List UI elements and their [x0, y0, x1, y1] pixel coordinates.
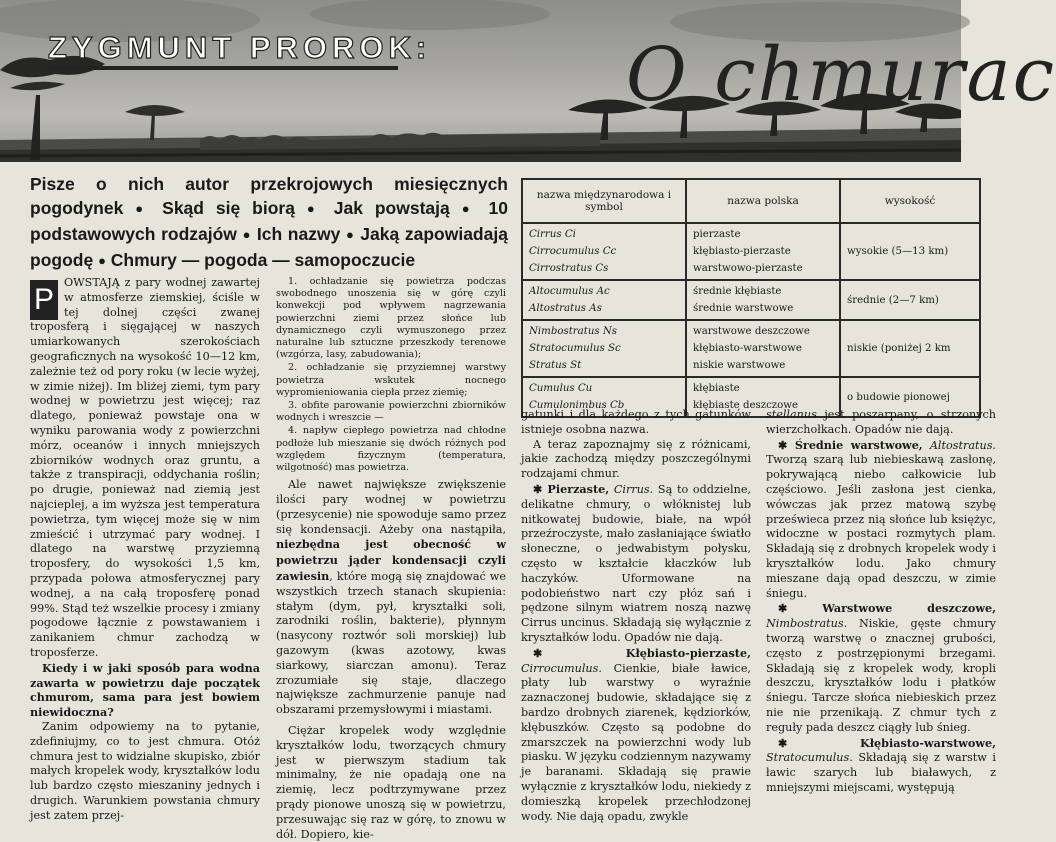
column-header: wysokość: [840, 179, 980, 223]
bullet-icon: ●: [98, 253, 106, 268]
lead-item: Ich nazwy: [256, 224, 341, 244]
list-item: 2. ochładzanie się przyziemnej warstwy powietrza wskutek nocnego wypromieniowania ciepła przez ziemię;: [276, 362, 506, 398]
subheading-question: Kiedy i w jaki sposób para wodna zawarta w powietrzu daje początek chmurom, sama para jest bowiem niewidoczna?: [30, 660, 260, 720]
paragraph: Ale nawet największe zwiększenie ilości pary wodnej w powietrzu (przesycenie) nie spowoduje samo przez się kondensacji. Ażeby ona nastąpiła, niezbędna jest obecność w powietrzu jąder kondensacji czyli zawiesin, które mogą się znajdować we wszystkich trzech stanach skupienia: stałym (dym, pył, kryształki soli, zarodniki roślin, bakterie), płynnym (nasycony roztwór soli morskiej) lub gazowym (kwas azotowy, kwas siarkowy, siarczan amonu). Teraz zrozumiałe się staje, dlaczego największe zachmurzenie panuje nad obszarami przemysłowymi i miastami.: [276, 478, 506, 717]
lead-item: Skąd się biorą: [162, 198, 295, 218]
column-4: [766, 408, 996, 800]
table-header-row: [522, 179, 980, 223]
latin-names-cell: Altocumulus Ac Altostratus As: [522, 280, 686, 320]
latin-names-cell: Cirrus Ci Cirrocumulus Cc Cirrostratus Cs: [522, 223, 686, 280]
paragraph: Ciężar kropelek wody względnie kryształków lodu, tworzących chmury jest w pierwszym stadium tak minimalny, że nie opadają one na ziemię, lecz podtrzymywane przez prądy pionowe unoszą się w powietrzu, przesuwając się raz w górę, to znowu w dół. Dopiero, kie-: [276, 724, 506, 841]
latin-name: Stratocumulus.: [766, 751, 853, 765]
author-underline: [48, 66, 398, 70]
emphasis-text: niezbędna jest obecność w powietrzu jąder kondensacji czyli zawiesin: [276, 537, 506, 584]
lead-item: Jak powstają: [333, 198, 450, 218]
bullet-icon: ●: [135, 201, 151, 216]
column-3: [521, 408, 751, 823]
paragraph: A teraz zapoznajmy się z różnicami, jakie zachodzą między poszczególnymi rodzajami chmur.: [521, 437, 751, 481]
conditions-list: [276, 276, 506, 474]
cloud-entry: ✱ Kłębiasto-pierzaste, Cirrocumulus. Cienkie, białe ławice, płaty lub warstwy o wyraźnie zaznaczonej budowie, składające się z bardzo drobnych ziarenek, kędziorków, kłębuszków. Często są podobne do zmarszczek na powierzchni wody lub piasku. W języku codziennym nazywamy je baranami. Składają się prawie wyłącznie z kryształków lodu, niekiedy z domieszką kropelek przechłodzonej wody. Nie dają opadu, zwykle: [521, 645, 751, 823]
bullet-icon: ●: [242, 227, 252, 242]
cloud-entry: ✱ Pierzaste, Cirrus. Są to oddzielne, delikatne chmury, o włóknistej lub nitkowatej budowie, białe, na wpół przeźroczyste, mało zasłaniające światło słoneczne, o jedwabistym połysku, często w kształcie kłaczków lub haczyków. Uformowane na podobieństwo nart czy płóz sań i pędzone silnym wiatrem noszą nazwę Cirrus uncinus. Składają się wyłącznie z kryształków lodu. Opadów nie dają.: [521, 481, 751, 644]
height-cell: niskie (poniżej 2 km: [840, 320, 980, 377]
entry-heading: ✱ Średnie warstwowe,: [778, 437, 923, 452]
table-row: [522, 280, 980, 320]
latin-name: Altostratus.: [929, 438, 996, 452]
header-photo: [0, 0, 1056, 162]
column-2: [276, 276, 506, 841]
latin-names-cell: Cumulus Cu Cumulonimbus Cb: [522, 377, 686, 417]
cloud-entry: ✱ Kłębiasto-warstwowe, Stratocumulus. Składają się z warstw i ławic szarych lub białawych, z mniejszymi miejscami, występują: [766, 735, 996, 794]
column-header: nazwa polska: [686, 179, 840, 223]
author-name: ZYGMUNT PROROK:: [48, 30, 432, 65]
polish-names-cell: pierzaste kłębiasto-pierzaste warstwowo-pierzaste: [686, 223, 840, 280]
lead-item: Pisze o nich autor przekrojowych miesięcznych pogodynek: [30, 174, 508, 218]
paragraph: stellanus jest poszarpany, o strzonych wierzchołkach. Opadów nie dają.: [766, 408, 996, 436]
article-title: O chmurac: [626, 32, 1056, 118]
list-item: 3. obfite parowanie powierzchni zbiorników wodnych i wreszcie —: [276, 400, 506, 424]
polish-names-cell: kłębiaste kłębiaste deszczowe: [686, 377, 840, 417]
lead-item: Jaką zapowiadają pogodę: [30, 224, 508, 270]
entry-heading: ✱ Kłębiasto-pierzaste,: [533, 645, 751, 660]
bullet-icon: ●: [345, 227, 355, 242]
entry-heading: ✱ Kłębiasto-warstwowe,: [778, 735, 996, 750]
latin-names-cell: Nimbostratus Ns Stratocumulus Sc Stratus St: [522, 320, 686, 377]
latin-name: Cirrocumulus.: [521, 661, 602, 675]
entry-heading: ✱ Pierzaste,: [533, 481, 610, 496]
bullet-icon: ●: [461, 201, 477, 216]
column-1: [30, 276, 260, 822]
table-row: [522, 320, 980, 377]
lead-item: 10 podstawowych rodzajów: [30, 198, 509, 244]
column-header: nazwa międzynarodowa i symbol: [522, 179, 686, 223]
latin-name: Nimbostratus.: [766, 617, 848, 631]
cloud-entry: ✱ Średnie warstwowe, Altostratus. Tworzą szarą lub niebieskawą zasłonę, pokrywającą niebo całkowicie lub częściowo. Jeśli zasłona jest cienka, wówczas jak przez matową szybę prześwieca przez nią słońce lub księżyc, widoczne w postaci rozmytych plam. Składają się z drobnych kropelek wody i kryształków lodu. Jako chmury mieszane dają opad deszczu, w zimie śniegu.: [766, 437, 996, 600]
list-item: 1. ochładzanie się powietrza podczas swobodnego unoszenia się w górę czyli konwekcji pod wpływem nagrzewania powierzchni ziemi przez słońce lub dynamicznego czyli wymuszonego przez naturalne lub sztuczne przeszkody terenowe (wzgórza, lasy, zabudowania);: [276, 276, 506, 361]
entry-heading: ✱ Warstwowe deszczowe,: [778, 601, 996, 616]
drop-cap: P: [30, 280, 58, 320]
cloud-types-table: [521, 178, 981, 418]
table-row: [522, 223, 980, 280]
list-item: 4. napływ ciepłego powietrza nad chłodne podłoże lub mieszanie się dwóch różnych pod względem fizycznym (temperatura, wilgotność) mas powietrza.: [276, 425, 506, 474]
height-cell: o budowie pionowej: [840, 377, 980, 417]
paragraph: Zanim odpowiemy na to pytanie, zdefiniujmy, co to jest chmura. Otóż chmura jest to widzialne skupisko, zbiór małych kropelek wody, kryształków lodu lub bardzo często mieszaniny jednych i drugich. Warunkiem powstania chmury jest zatem przej-: [30, 719, 260, 822]
bullet-icon: ●: [306, 201, 322, 216]
polish-names-cell: warstwowe deszczowe kłębiasto-warstwowe niskie warstwowe: [686, 320, 840, 377]
paragraph-text: OWSTAJĄ z pary wodnej zawartej w atmosferze ziemskiej, ściśle w tej dolnej części zwanej troposferą i sięgającej w naszych umiarkowanych szerokościach geograficznych na wysokość 10—12 km, zależnie też od pory roku (w lecie wyżej, w zimie niżej). Im bliżej ziemi, tym pary wodnej w powietrzu jest więcej; raz dlatego, ponieważ powstaje ona w wyniku parowania wody z powierzchni mórz, oceanów i innych mniejszych zbiorników wodnych oraz gruntu, a także z transpiracji, oddychania roślin; po drugie, ponieważ nad ziemią jest najcieplej, a im wyższa jest temperatura powietrza, tym więcej może się w nim zmieścić i utrzymać pary wodnej. I dlatego na warstwę przyziemną troposfery, do wysokości 1,5 km, przypada połowa atmosferycznej pary wodnej, a na całą troposferę ponad 99%. Stąd też wszelkie procesy i zmiany pogodowe łącznie z powstawaniem i zanikaniem chmur zachodzą w troposferze.: [30, 276, 260, 659]
paragraph: gatunki i dla każdego z tych gatunków istnieje osobna nazwa.: [521, 408, 751, 436]
polish-names-cell: średnie kłębiaste średnie warstwowe: [686, 280, 840, 320]
lead-item: Chmury — pogoda — samopoczucie: [110, 250, 416, 270]
latin-name: Cirrus.: [613, 482, 654, 496]
article-lead: [30, 172, 508, 272]
paragraph: [30, 276, 260, 661]
cloud-entry: ✱ Warstwowe deszczowe, Nimbostratus. Niskie, gęste chmury tworzą warstwę o znacznej grubości, często z postrzępionymi brzegami. Składają się z kropelek wody, kropli deszczu, kryształków lodu i płatków śniegu. Tarcze słońca niebieskich przez nie nie przenikają. Z chmur tych z reguły pada deszcz ciągły lub śnieg.: [766, 601, 996, 734]
height-cell: wysokie (5—13 km): [840, 223, 980, 280]
height-cell: średnie (2—7 km): [840, 280, 980, 320]
